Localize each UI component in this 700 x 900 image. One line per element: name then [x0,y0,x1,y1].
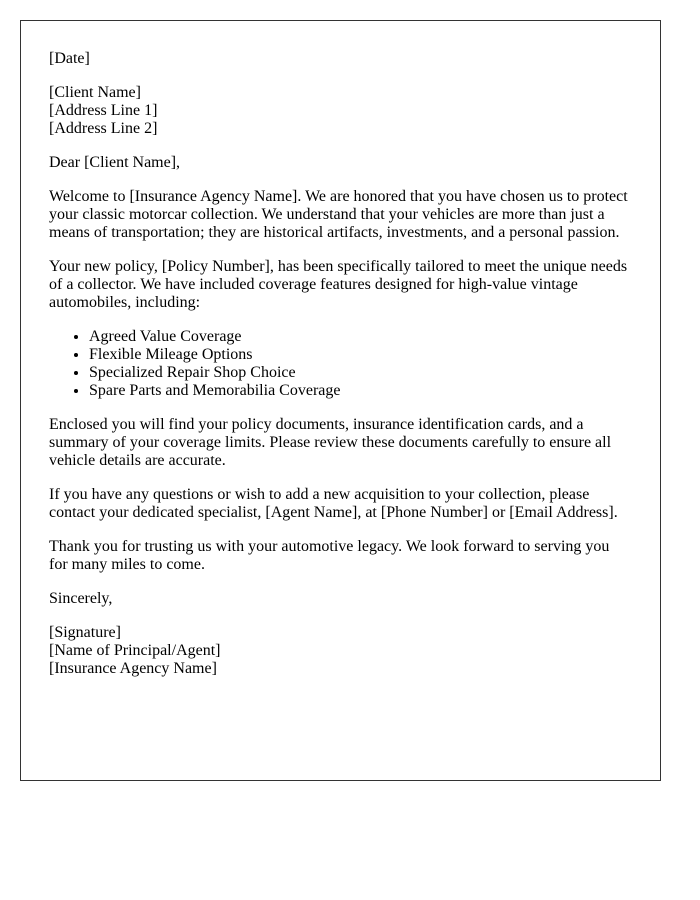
signature: [Signature] [49,624,121,641]
agency-name: [Insurance Agency Name] [49,660,217,677]
intro-paragraph: Welcome to [Insurance Agency Name]. We are honored that you have chosen us to protect your classic motorcar collection. We understand that your vehicles are more than just a means of transportation; they are historical artifacts, investments, and a personal passion. [49,188,628,241]
list-item: • Flexible Mileage Options [89,346,632,364]
address-line-2: [Address Line 2] [49,120,158,137]
contact-paragraph: If you have any questions or wish to add a new acquisition to your collection, please contact your dedicated specialist, [Agent Name], at [Phone Number] or [Email Address]. [49,486,618,521]
letter [20,20,661,781]
salutation: Dear [Client Name], [49,154,181,171]
policy-paragraph: Your new policy, [Policy Number], has been specifically tailored to meet the unique needs of a collector. We have included coverage features designed for high-value vintage automobiles, including: [49,258,628,311]
signer-name: [Name of Principal/Agent] [49,642,221,659]
recipient-address [49,84,632,138]
signature-block [49,624,632,678]
coverage-features-list [49,328,632,400]
list-item: • Specialized Repair Shop Choice [89,364,632,382]
recipient-name: [Client Name] [49,84,141,101]
address-line-1: [Address Line 1] [49,102,158,119]
thanks-paragraph: Thank you for trusting us with your automotive legacy. We look forward to serving you for many miles to come. [49,538,610,573]
list-item: • Agreed Value Coverage [89,328,632,346]
list-item: • Spare Parts and Memorabilia Coverage [89,382,632,400]
signoff: Sincerely, [49,590,113,607]
enclosed-paragraph: Enclosed you will find your policy documents, insurance identification cards, and a summary of your coverage limits. Please review these documents carefully to ensure all vehicle details are accurate. [49,416,612,469]
date: [Date] [49,50,90,67]
